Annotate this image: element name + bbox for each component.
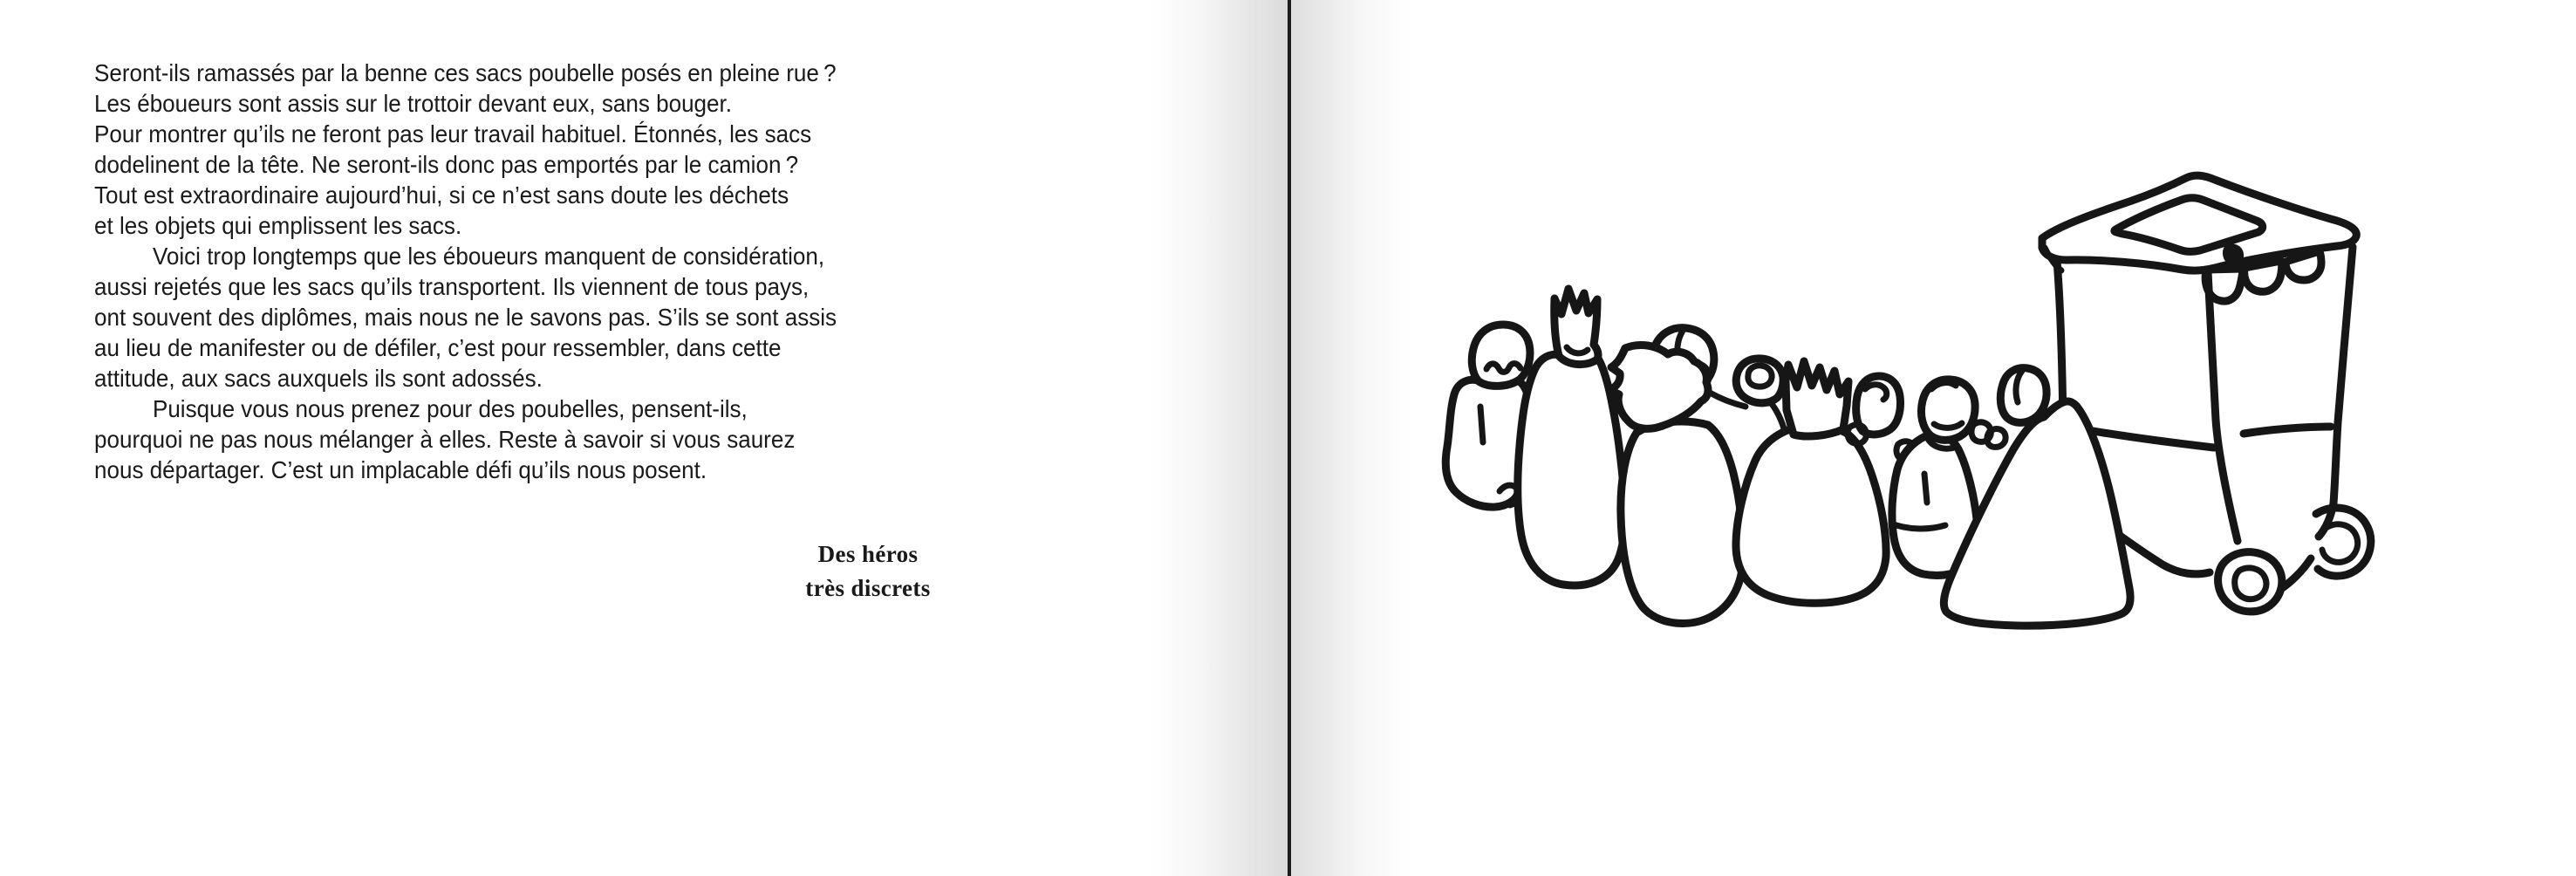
gutter-shadow-right [1291,0,1411,876]
text-line: ont souvent des diplômes, mais nous ne le savons pas. S’ils se sont assis [94,304,837,331]
text-line: au lieu de manifester ou de défiler, c’est pour ressembler, dans cette [94,334,782,361]
figure-7-arm-line [1924,474,1927,503]
bin-lid-latch [2224,245,2242,263]
text-line: pourquoi ne pas nous mélanger à elles. Reste à savoir si vous saurez [94,426,796,453]
figure-bag-person-2 [1518,289,1625,585]
figure-6-crown-knot [1786,361,1848,436]
text-line: nous départager. C’est un implacable défi qu’ils nous posent. [94,456,707,483]
text-line: et les objets qui emplissent les sacs. [94,212,462,239]
gutter-shadow-left [1150,0,1288,876]
text-line: dodelinent de la tête. Ne seront-ils donc pas emportés par le camion ? [94,151,799,178]
section-heading [740,537,996,606]
text-line: attitude, aux sacs auxquels ils sont adossés. [94,365,543,392]
bin-bags-illustration [1431,161,2443,672]
figure-bag-person-5 [1736,359,1787,439]
heading-line-2: très discrets [805,575,931,601]
text-line: Tout est extraordinaire aujourd’hui, si ce n’est sans doute les déchets [94,181,789,209]
bin-front-wheel [2218,552,2282,612]
text-line: Pour montrer qu’ils ne feront pas leur travail habituel. Étonnés, les sacs [94,120,812,147]
text-line: Seront-ils ramassés par la benne ces sacs poubelle posés en pleine rue ? [94,59,837,86]
text-line: aussi rejetés que les sacs qu’ils transportent. Ils viennent de tous pays, [94,273,810,300]
figure-1-arm-line [1480,407,1483,442]
figure-1-head [1472,325,1530,386]
bin-rear-wheel [2316,508,2371,576]
text-line: Voici trop longtemps que les éboueurs manquent de considération, [152,243,825,270]
figure-7-hand-loop-2 [1987,429,2005,448]
text-line: Puisque vous nous prenez pour des poubelles, pensent-ils, [152,395,748,422]
figure-6-bag-body [1736,426,1886,603]
heading-line-1: Des héros [817,541,919,567]
figure-4-bag-knot-leaf [1609,345,1708,428]
bin-lid-flap-2 [2245,261,2282,291]
bin-front-corner-edge [2208,271,2238,541]
bin-right-edge [2333,247,2353,503]
bin-seam-right [2244,427,2331,434]
text-line: Les éboueurs sont assis sur le trottoir devant eux, sans bouger. [94,90,732,117]
figure-bag-person-4 [1609,345,1743,623]
figure-6-knot-loop-1 [1848,425,1866,444]
paragraph-block [94,58,1035,485]
figure-4-bag-body [1621,421,1743,623]
bin-rear-wheel-hub [2322,524,2358,563]
